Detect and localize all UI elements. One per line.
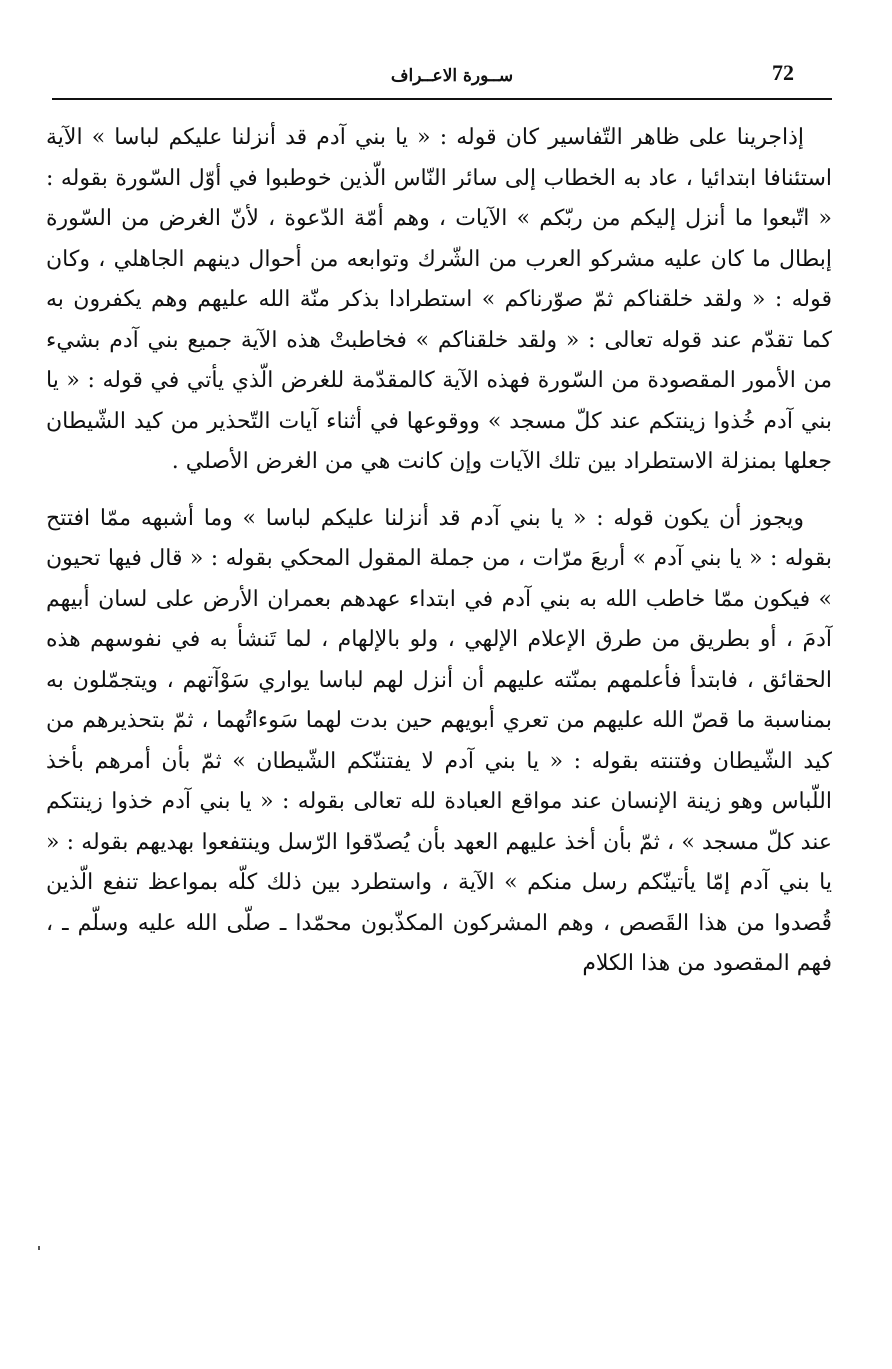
page-number: 72 <box>772 60 794 85</box>
surah-title: ســورة الاعــراف <box>390 66 514 86</box>
scan-speck <box>38 1246 40 1250</box>
body-text <box>46 118 832 985</box>
paragraph-2: ويجوز أن يكون قوله : « يا بني آدم قد أنزلنا عليكم لباسا » وما أشبهه ممّا افتتح بقوله : « يا بني آدم » أربعَ مرّات ، من جملة المقول المحكي بقوله : « قال فيها تحيون » فيكون ممّا خاطب الله به بني آدم في ابتداء عهدهم بعمران الأرض على لسان أبيهم آدمَ ، أو بطريق من طرق الإعلام الإلهي ، ولو بالإلهام ، لما تَنشأ به في نفوسهم هذه الحقائق ، فابتدأ فأعلمهم بمنّته عليهم أن أنزل لهم لباسا يواري سَوْآتهم ، ويتجمّلون به بمناسبة ما قصّ الله عليهم من تعري أبويهم حين بدت لهما سَوءاتُهما ، ثمّ بتحذيرهم من كيد الشّيطان وفتنته بقوله : « يا بني آدم لا يفتننّكم الشّيطان » ثمّ بأن أمرهم بأخذ اللّباس وهو زينة الإنسان عند مواقع العبادة لله تعالى بقوله : « يا بني آدم خذوا زينتكم عند كلّ مسجد » ، ثمّ بأن أخذ عليهم العهد بأن يُصدّقوا الرّسل وينتفعوا بهديهم بقوله : « يا بني آدم إمّا يأتينّكم رسل منكم » الآية ، واستطرد بين ذلك كلّه بمواعظ تنفع الّذين قُصدوا من هذا القَصص ، وهم المشركون المكذّبون محمّدا ـ صلّى الله عليه وسلّم ـ ، فهم المقصود من هذا الكلام <box>46 505 832 976</box>
paragraph-1: إذاجرينا على ظاهر التّفاسير كان قوله : « يا بني آدم قد أنزلنا عليكم لباسا » الآية استئنافا ابتدائيا ، عاد به الخطاب إلى سائر النّاس الّذين خوطبوا في أوّل السّورة بقوله : « اتّبعوا ما أنزل إليكم من ربّكم » الآيات ، وهم أمّة الدّعوة ، لأنّ الغرض من السّورة إبطال ما كان عليه مشركو العرب من الشّرك وتوابعه من أحوال دينهم الجاهلي ، وكان قوله : « ولقد خلقناكم ثمّ صوّرناكم » استطرادا بذكر منّة الله عليهم وهم يكفرون به كما تقدّم عند قوله تعالى : « ولقد خلقناكم » فخاطبتْ هذه الآية جميع بني آدم بشيء من الأمور المقصودة من السّورة فهذه الآية كالمقدّمة للغرض الّذي يأتي في قوله : « يا بني آدم خُذوا زينتكم عند كلّ مسجد » ووقوعها في أثناء آيات التّحذير من كيد الشّيطان جعلها بمنزلة الاستطراد بين تلك الآيات وإن كانت هي من الغرض الأصلي . <box>46 125 832 474</box>
running-header <box>52 60 832 100</box>
